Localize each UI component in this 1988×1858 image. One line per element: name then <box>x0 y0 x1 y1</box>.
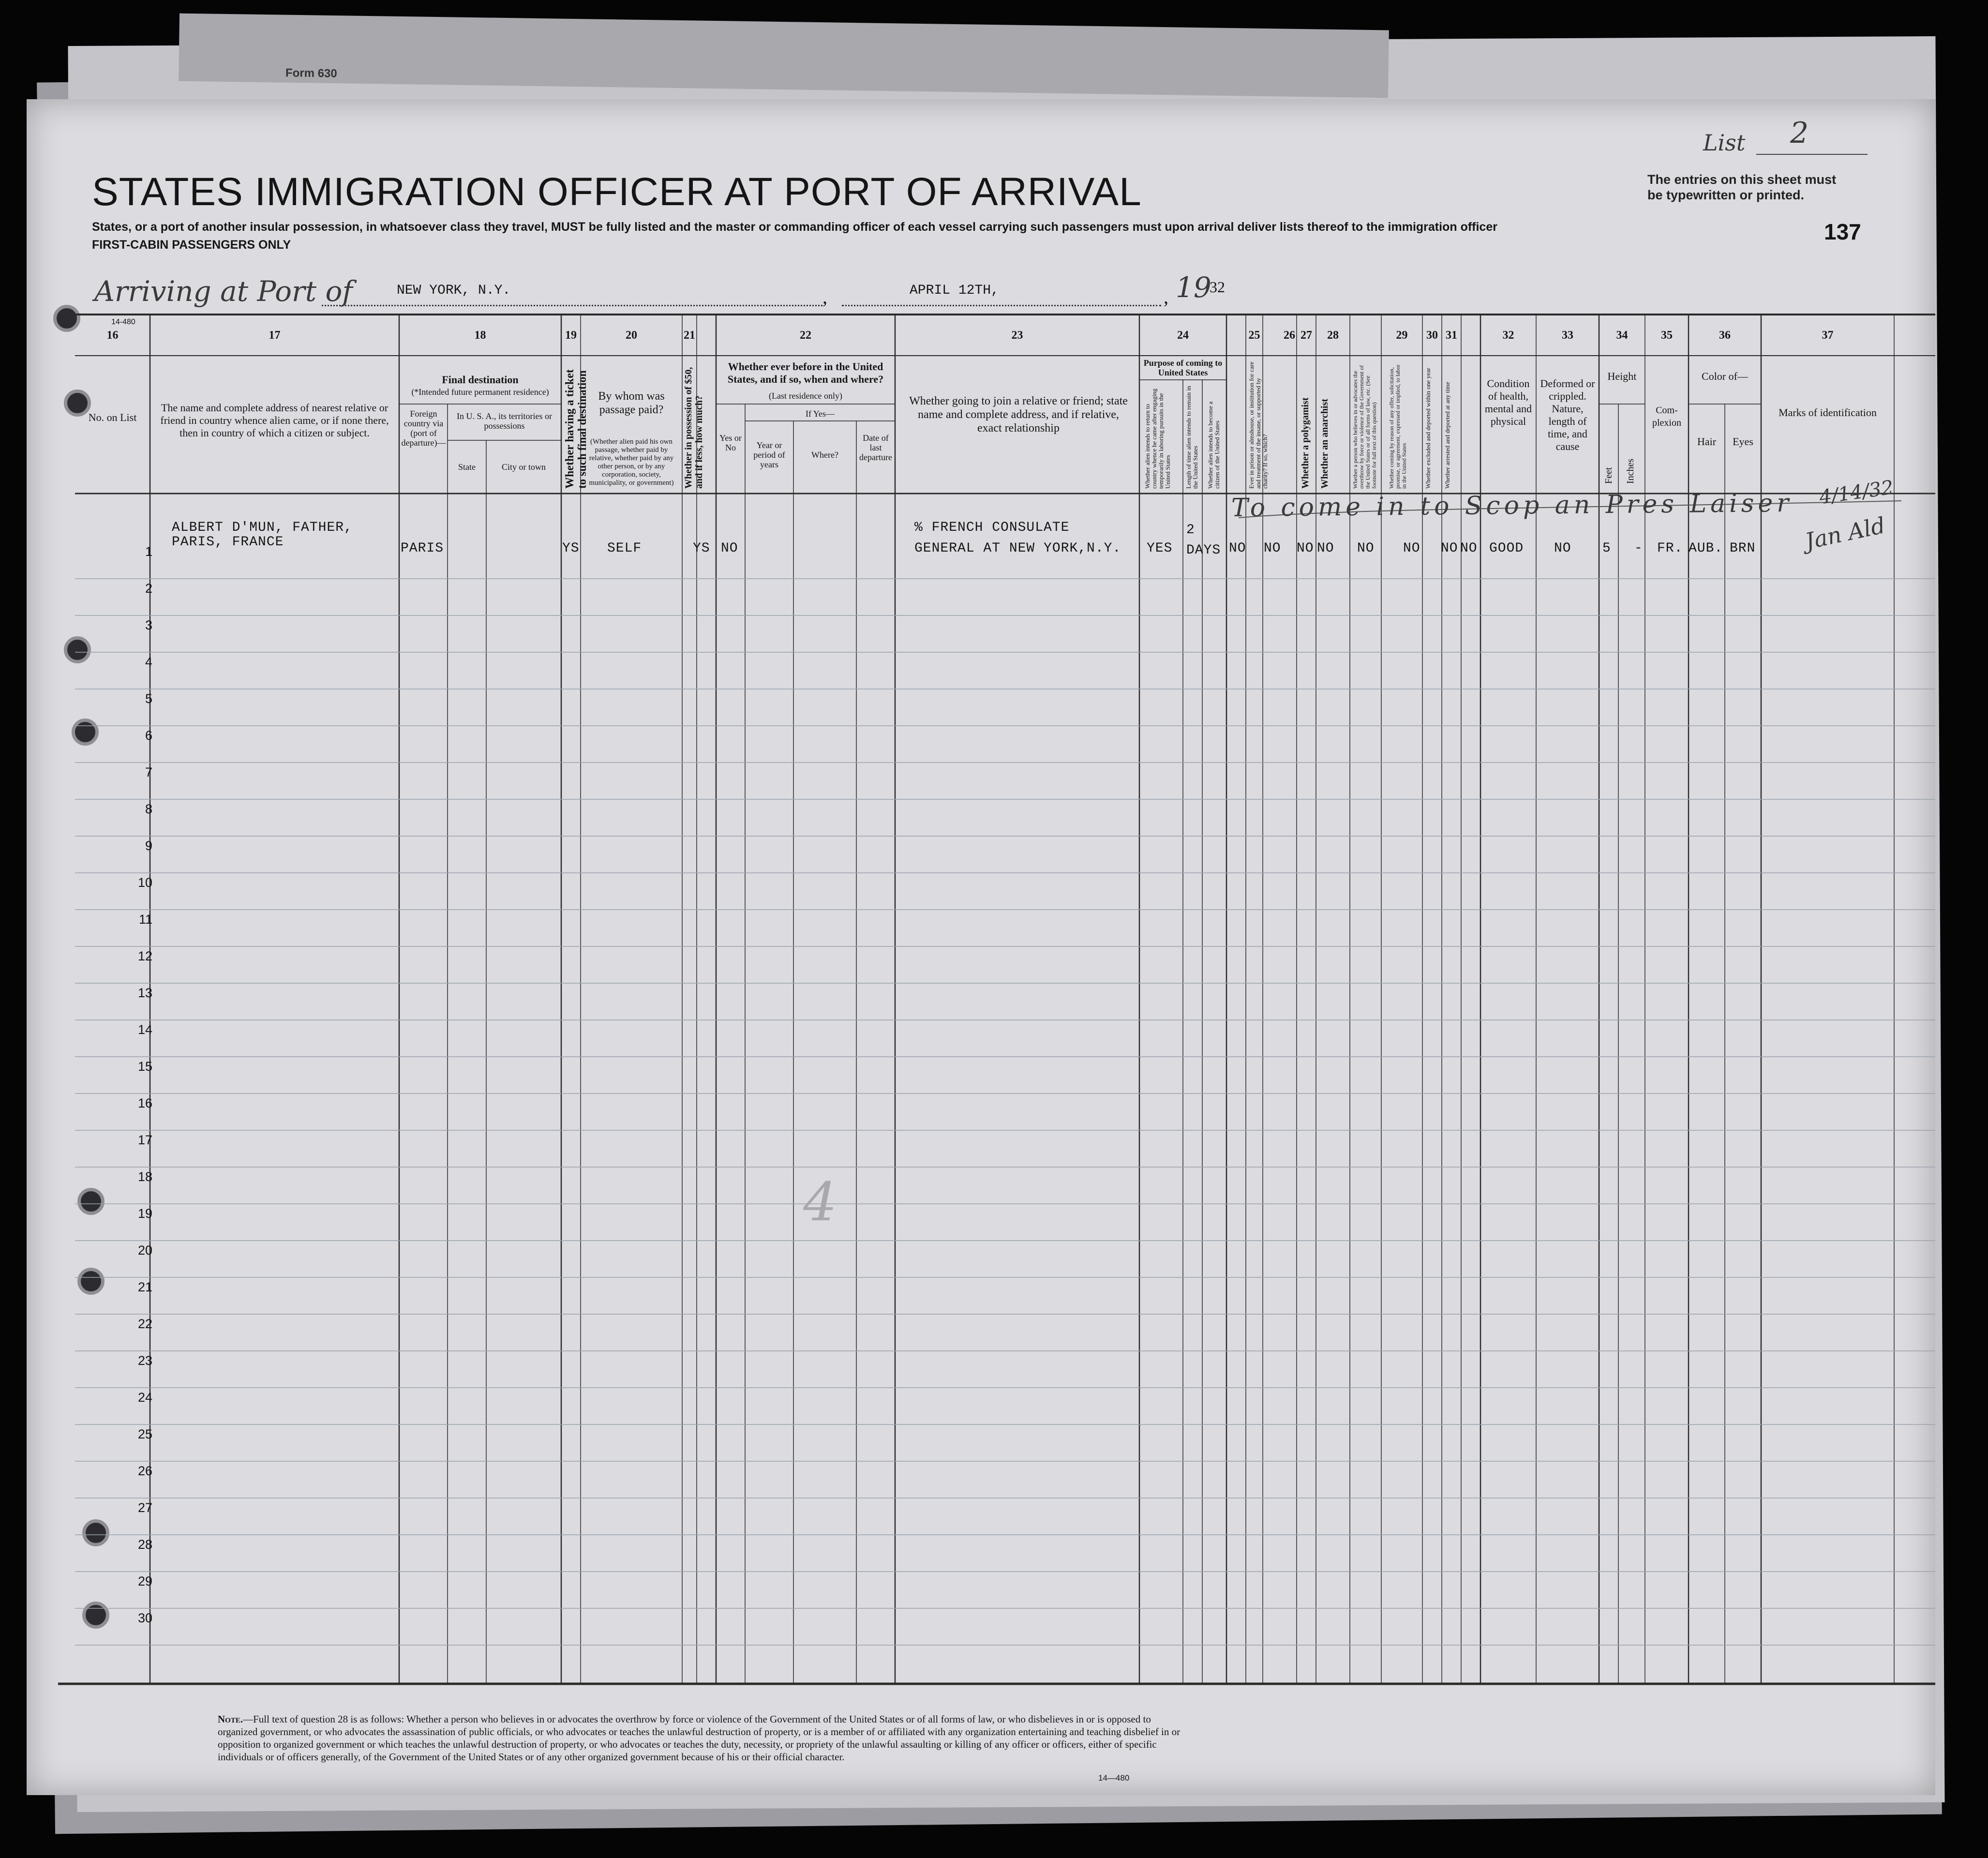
row-number: 29 <box>137 1574 152 1588</box>
row-number: 2 <box>145 581 152 596</box>
header-city: City or town <box>501 462 546 472</box>
handwritten-date: 4/14/32 <box>1818 476 1895 509</box>
polygamist-value: NO <box>1297 541 1314 556</box>
row-number: 17 <box>137 1133 152 1147</box>
header-anarchist: Whether an anarchist <box>1319 399 1330 489</box>
row-number: 30 <box>137 1611 152 1625</box>
page-title: STATES IMMIGRATION OFFICER AT PORT OF ARRIVAL <box>92 170 1142 214</box>
row-number: 13 <box>137 986 152 1000</box>
q29-value: NO <box>1403 541 1420 556</box>
row-number: 14 <box>137 1022 152 1037</box>
money-value: YS <box>693 541 710 556</box>
list-label: List <box>1703 130 1746 156</box>
header-complexion: Com- plexion <box>1652 405 1681 428</box>
header-q31: Whether arrested and deported at any time <box>1444 382 1451 489</box>
row-number: 28 <box>137 1537 152 1552</box>
row-number: 12 <box>137 949 152 963</box>
header-purpose-length: Length of time alien intends to remain in the United States <box>1185 386 1199 489</box>
header-final-destination-note: (*Intended future permanent residence) <box>411 387 549 397</box>
header-feet: Feet <box>1603 467 1614 484</box>
foreign-country-value: PARIS <box>401 541 444 556</box>
column-number: 28 <box>1327 329 1339 342</box>
length-stay-value: 2 DAYS <box>1186 523 1221 558</box>
header-marks: Marks of identification <box>1779 406 1877 419</box>
subtitle: States, or a port of another insular possession, in whatsoever class they travel, MUST be fully listed and the master or commanding officer of each vessel carrying such passengers must upon arrival deliver lists thereof to the immigration officer <box>92 220 1497 234</box>
row-number: 26 <box>137 1464 152 1478</box>
column-number: 21 <box>684 329 695 342</box>
header-date-departure: Date of last departure <box>859 433 892 462</box>
prison-value: NO <box>1264 541 1281 556</box>
column-number: 30 <box>1426 329 1438 342</box>
header-before-us: Whether ever before in the United States, and if so, when and where? <box>727 360 884 385</box>
column-number: 20 <box>626 329 637 342</box>
before-us-value: NO <box>721 541 738 556</box>
header-last-residence: (Last residence only) <box>769 391 842 401</box>
header-final-destination: Final destination <box>442 374 519 386</box>
row-number: 7 <box>145 765 152 779</box>
header-q28: Whether a person who believes in or advocates the overthrow by force or violence of the Government of the United States or of all forms of law, etc. (See footnote for full text of this question) <box>1352 365 1377 489</box>
row-number: 25 <box>137 1427 152 1441</box>
header-purpose-return: Whether alien intends to return to country whence he came after engaging temporarily in laboring pursuits in the United States <box>1144 389 1171 489</box>
header-year-period: Year or period of years <box>753 440 785 469</box>
join-relative-line1: % FRENCH CONSULATE <box>914 520 1070 535</box>
header-join-relative: Whether going to join a relative or friend; state name and complete address, and if relative, exact relationship <box>909 395 1128 435</box>
row-number: 8 <box>145 802 152 816</box>
column-number: 37 <box>1822 329 1834 342</box>
date-value: APRIL 12TH, <box>910 283 999 298</box>
handwritten-initials: Jan Ald <box>1803 512 1888 554</box>
q30-value: NO <box>1441 541 1458 556</box>
header-if-yes: If Yes— <box>805 409 835 419</box>
row-number: 10 <box>137 875 152 890</box>
header-foreign-country: Foreign country via (port of departure)— <box>401 409 446 448</box>
header-yes-no: Yes or No <box>719 433 742 452</box>
row-number: 15 <box>137 1059 152 1074</box>
ticket-value: YS <box>562 541 580 556</box>
row-number: 4 <box>145 655 152 669</box>
header-prison: Ever in prison or almshouse, or institution for care and treatment of the insane, or supported by charity? If so, which? <box>1248 361 1269 489</box>
header-polygamist: Whether a polygamist <box>1300 397 1311 489</box>
header-no-on-list: No. on List <box>88 411 137 423</box>
column-number: 24 <box>1177 329 1189 342</box>
column-number: 22 <box>800 329 811 342</box>
column-number: 18 <box>474 329 486 342</box>
inches-value: - <box>1634 541 1643 556</box>
header-nearest-relative: The name and complete address of nearest relative or friend in country whence alien came, or if none there, then in country of which a citizen or subject. <box>160 402 389 439</box>
column-number: 25 <box>1248 329 1260 342</box>
purpose-return-value: YES <box>1147 541 1173 556</box>
arriving-label: Arriving at Port of <box>94 275 353 308</box>
hair-value: AUB. <box>1689 541 1723 556</box>
margin-ref: 14-480 <box>111 318 135 326</box>
form-label: Form 630 <box>285 66 337 80</box>
column-number: 16 <box>106 329 119 342</box>
row-number: 11 <box>138 912 152 927</box>
relative-address-line1: ALBERT D'MUN, FATHER, <box>172 520 353 535</box>
header-color-of: Color of— <box>1702 370 1748 382</box>
passage-value: SELF <box>607 541 642 556</box>
header-where: Where? <box>811 450 838 460</box>
port-value: NEW YORK, N.Y. <box>397 283 511 298</box>
pencil-mark: 4 <box>803 1171 837 1233</box>
eyes-value: BRN <box>1730 541 1756 556</box>
q28-value: NO <box>1357 541 1375 556</box>
typewritten-instruction: The entries on this sheet must be typewritten or printed. <box>1647 172 1837 202</box>
row-number: 27 <box>137 1500 152 1515</box>
column-number: 31 <box>1446 329 1457 342</box>
header-state: State <box>458 462 476 472</box>
column-number: 35 <box>1661 329 1673 342</box>
header-health: Condition of health, mental and physical <box>1484 377 1532 427</box>
complexion-value: FR. <box>1657 541 1683 556</box>
column-number: 32 <box>1502 329 1514 342</box>
column-number: 23 <box>1011 329 1023 342</box>
q31-value: NO <box>1460 541 1478 556</box>
row-number: 21 <box>137 1280 152 1294</box>
header-eyes: Eyes <box>1733 435 1753 448</box>
row-number: 24 <box>137 1390 152 1405</box>
page-number: 137 <box>1824 219 1861 244</box>
column-number: 34 <box>1616 329 1628 342</box>
handwritten-annotation: To come in to Scop an Pres Laiser <box>1231 488 1793 523</box>
row-number: 1 <box>145 544 152 559</box>
row-number: 9 <box>145 839 152 853</box>
header-purpose-citizen: Whether alien intends to become a citizen of the United States <box>1207 401 1221 489</box>
relative-address-line2: PARIS, FRANCE <box>172 535 284 550</box>
row-number: 16 <box>137 1096 152 1110</box>
year-prefix: 19 <box>1176 271 1211 304</box>
row-number: 18 <box>137 1169 152 1184</box>
header-passage-note: (Whether alien paid his own passage, whether paid by relative, whether paid by any other person, or by any corporation, society, municipality, or government) <box>589 438 674 487</box>
header-ticket: Whether having a ticket to such final destination <box>564 369 589 489</box>
header-q30: Whether excluded and deported within one year <box>1424 368 1432 489</box>
deformed-value: NO <box>1554 541 1571 556</box>
row-number: 23 <box>137 1353 152 1368</box>
row-number: 20 <box>137 1243 152 1258</box>
header-inches: Inches <box>1625 458 1636 484</box>
column-number: 19 <box>565 329 577 342</box>
row-number: 6 <box>145 728 152 743</box>
row-number: 5 <box>145 691 152 706</box>
health-value: GOOD <box>1489 541 1524 556</box>
header-in-usa: In U. S. A., its territories or possessions <box>457 411 552 431</box>
header-purpose: Purpose of coming to United States <box>1143 358 1223 377</box>
row-number: 19 <box>137 1206 152 1221</box>
list-number: 2 <box>1790 116 1809 150</box>
header-money: Whether in possession of $50, and if less, how much? <box>683 367 704 489</box>
join-relative-line2: GENERAL AT NEW YORK,N.Y. <box>914 541 1121 556</box>
year-suffix: 32 <box>1210 278 1225 296</box>
header-passage-paid: By whom was passage paid? <box>598 390 665 416</box>
header-height: Height <box>1607 370 1637 382</box>
column-number: 29 <box>1396 329 1408 342</box>
note-text: —Full text of question 28 is as follows: Whether a person who believes in or advocates the overthrow by force or violence of the Government of the United States or of all forms of law, or who disbelieves in or is opposed to organized government, or who advocates the assassination of public officials, or who advocates or teaches the unlawful destruction of property, or is a member of or affiliated with any organization entertaining and teaching disbelief in or opposition to organized government or which teaches the unlawful destruction of property, or who advocates or teaches the duty, necessity, or propriety of the unlawful assaulting or killing of any officer or officers, either of specific individuals or of officers generally, of the Government of the United States or of any other organized government because of his or their official character. <box>218 1713 1181 1763</box>
column-number: 33 <box>1562 329 1573 342</box>
row-number: 3 <box>145 618 152 632</box>
header-hair: Hair <box>1697 435 1717 448</box>
note-label: Note. <box>218 1713 243 1725</box>
row-number: 22 <box>137 1317 152 1331</box>
class-line: FIRST-CABIN PASSENGERS ONLY <box>92 238 291 252</box>
anarchist-value: NO <box>1317 541 1334 556</box>
column-number: 27 <box>1300 329 1312 342</box>
column-number: 17 <box>269 329 281 342</box>
header-q29: Whether coming by reason of any offer, solicitation, promise, or agreement, expressed or implied, to labor in the United States <box>1388 364 1407 489</box>
footer-code: 14—480 <box>1098 1773 1130 1783</box>
citizen-value: NO <box>1229 541 1246 556</box>
feet-value: 5 <box>1602 541 1611 556</box>
header-deformed: Deformed or crippled. Nature, length of time, and cause <box>1540 377 1595 452</box>
column-number: 36 <box>1719 329 1731 342</box>
column-number: 26 <box>1284 329 1295 342</box>
